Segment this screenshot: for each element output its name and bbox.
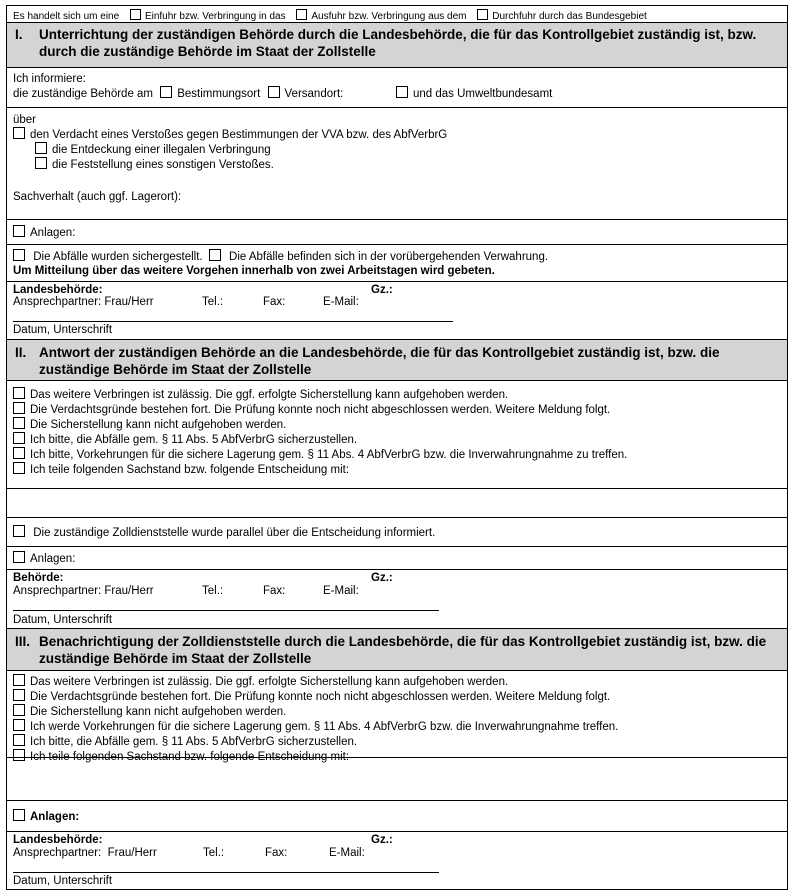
fax-label-3: Fax: [265,847,288,859]
inform-label: Ich informiere: [13,73,86,85]
inform-row [7,67,787,107]
section-2-number: II. [15,345,27,360]
attachments-label-2: Anlagen: [30,553,76,565]
contact-person-label-3: Ansprechpartner: Frau/Herr [13,847,157,859]
ref-label-3: Gz.: [371,834,393,846]
checkbox-waste-seized[interactable] [13,249,25,261]
section-3-number: III. [15,634,31,649]
section-1-number: I. [15,27,23,42]
s2-option-4: Ich bitte, die Abfälle gem. § 11 Abs. 5 AbfVerbrG sicherzustellen. [30,434,358,446]
s3-checkbox-3[interactable] [13,704,25,716]
option-federal-env-agency-label: und das Umweltbundesamt [413,88,553,100]
section-2-title: Antwort der zuständigen Behörde an die Landesbehörde, die für das Kontrollgebiet zuständig ist, bzw. die zuständige Behörde im Staat der Zollstelle [39,345,720,377]
s2-option-1: Das weitere Verbringen ist zulässig. Die ggf. erfolgte Sicherstellung kann aufgehoben werden. [30,389,509,401]
about-row [7,107,787,219]
signature-line-3 [13,872,439,873]
authority-label-3: Landesbehörde: [13,834,103,846]
s2-checkbox-3[interactable] [13,417,25,429]
checkbox-attachments-1[interactable] [13,225,25,237]
section-3-options [7,670,787,763]
option-suspicion-label: den Verdacht eines Verstoßes gegen Bestimmungen der VVA bzw. des AbfVerbrG [30,129,448,141]
s2-option-3: Die Sicherstellung kann nicht aufgehoben werden. [30,419,287,431]
checkbox-federal-env-agency[interactable] [396,86,408,98]
signature-label-1: Datum, Unterschrift [13,324,113,336]
tel-label-1: Tel.: [202,296,224,308]
checkbox-illegal-shipment[interactable] [35,142,47,154]
s2-option-6: Ich teile folgenden Sachstand bzw. folgende Entscheidung mit: [30,464,350,476]
tel-label-3: Tel.: [203,847,225,859]
attachments-row-3 [7,800,787,831]
signature-label-2: Datum, Unterschrift [13,614,113,626]
option-destination-label: Bestimmungsort [177,88,261,100]
s2-option-2: Die Verdachtsgründe bestehen fort. Die Prüfung konnte noch nicht abgeschlossen werden. Weitere Meldung folgt. [30,404,611,416]
section-3-contact [7,831,787,890]
s3-option-1: Das weitere Verbringen ist zulässig. Die ggf. erfolgte Sicherstellung kann aufgehoben werden. [30,676,509,688]
s3-checkbox-1[interactable] [13,674,25,686]
checkbox-attachments-2[interactable] [13,551,25,563]
s3-option-3: Die Sicherstellung kann nicht aufgehoben werden. [30,706,287,718]
authority-label-1: Landesbehörde: [13,284,103,296]
checkbox-customs-informed[interactable] [13,525,25,537]
checkbox-waste-custody[interactable] [209,249,221,261]
option-import-label: Einfuhr bzw. Verbringung in das [144,11,286,22]
email-label-3: E-Mail: [329,847,365,859]
section-2-options [7,380,787,488]
signature-label-3: Datum, Unterschrift [13,875,113,887]
checkbox-export[interactable] [296,9,307,20]
option-transit-label: Durchfuhr durch das Bundesgebiet [492,11,647,22]
s2-option-5: Ich bitte, Vorkehrungen für die sichere Lagerung gem. § 11 Abs. 4 AbfVerbrG bzw. die Inverwahrungnahme zu treffen. [30,449,628,461]
checkbox-attachments-3[interactable] [13,809,25,821]
checkbox-transit[interactable] [477,9,488,20]
section-1-contact [7,281,787,339]
checkbox-other-violation[interactable] [35,157,47,169]
s2-checkbox-6[interactable] [13,462,25,474]
option-dispatch-label: Versandort: [284,88,344,100]
s3-option-4: Ich werde Vorkehrungen für die sichere Lagerung gem. § 11 Abs. 4 AbfVerbrG bzw. die Inverwahrungnahme treffen. [30,721,619,733]
option-illegal-shipment-label: die Entdeckung einer illegalen Verbringung [52,144,271,156]
transport-type-intro: Es handelt sich um eine [13,11,120,22]
authority-label-2: Behörde: [13,572,64,584]
transport-type-row [7,5,787,22]
attachments-label-1: Anlagen: [30,227,76,239]
s2-decision-field[interactable] [7,488,787,517]
signature-line-2 [13,610,439,611]
option-export-label: Ausfuhr bzw. Verbringung aus dem [311,11,467,22]
fax-label-2: Fax: [263,585,286,597]
option-waste-seized-label: Die Abfälle wurden sichergestellt. [33,251,203,263]
tel-label-2: Tel.: [202,585,224,597]
section-2-contact [7,569,787,628]
option-other-violation-label: die Feststellung eines sonstigen Verstoßes. [52,159,274,171]
s3-checkbox-4[interactable] [13,719,25,731]
fax-label-1: Fax: [263,296,286,308]
s3-option-5: Ich bitte, die Abfälle gem. § 11 Abs. 5 AbfVerbrG sicherzustellen. [30,736,358,748]
contact-person-label-1: Ansprechpartner: Frau/Herr [13,296,154,308]
section-1-title: Unterrichtung der zuständigen Behörde durch die Landesbehörde, die für das Kontrollgebiet zuständig ist, bzw. durch die zuständige Behörde im Staat der Zollstelle [39,27,757,59]
attachments-row-1 [7,219,787,244]
s3-option-6: Ich teile folgenden Sachstand bzw. folgende Entscheidung mit: [30,751,350,763]
request-text: Um Mitteilung über das weitere Vorgehen innerhalb von zwei Arbeitstagen wird gebeten. [13,265,495,277]
attachments-label-3: Anlagen: [30,811,80,823]
section-1-header [7,22,787,67]
s2-checkbox-1[interactable] [13,387,25,399]
s2-checkbox-2[interactable] [13,402,25,414]
checkbox-import[interactable] [130,9,141,20]
waste-status-row [7,244,787,281]
email-label-1: E-Mail: [323,296,359,308]
checkbox-destination[interactable] [160,86,172,98]
s2-checkbox-4[interactable] [13,432,25,444]
facts-label: Sachverhalt (auch ggf. Lagerort): [13,191,182,203]
notification-form [6,5,788,890]
inform-prefix: die zuständige Behörde am [13,88,154,100]
option-waste-custody-label: Die Abfälle befinden sich in der vorübergehenden Verwahrung. [229,251,549,263]
section-3-header [7,628,787,670]
contact-person-label-2: Ansprechpartner: Frau/Herr [13,585,154,597]
section-3-title: Benachrichtigung der Zolldienststelle durch die Landesbehörde, die für das Kontrollgebiet zuständig ist, bzw. die zuständige Behörde im Staat der Zollstelle [39,634,767,666]
ref-label-2: Gz.: [371,572,393,584]
attachments-row-2 [7,546,787,569]
s2-checkbox-5[interactable] [13,447,25,459]
s3-decision-field[interactable] [7,757,787,800]
ref-label-1: Gz.: [371,284,393,296]
checkbox-dispatch[interactable] [268,86,280,98]
email-label-2: E-Mail: [323,585,359,597]
s3-checkbox-2[interactable] [13,689,25,701]
customs-informed-label: Die zuständige Zolldienststelle wurde parallel über die Entscheidung informiert. [33,527,436,539]
about-label: über [13,114,37,126]
signature-line-1 [13,321,453,322]
checkbox-suspicion[interactable] [13,127,25,139]
s3-checkbox-5[interactable] [13,734,25,746]
customs-informed-row [7,517,787,546]
section-2-header [7,339,787,380]
s3-option-2: Die Verdachtsgründe bestehen fort. Die Prüfung konnte noch nicht abgeschlossen werden. Weitere Meldung folgt. [30,691,611,703]
